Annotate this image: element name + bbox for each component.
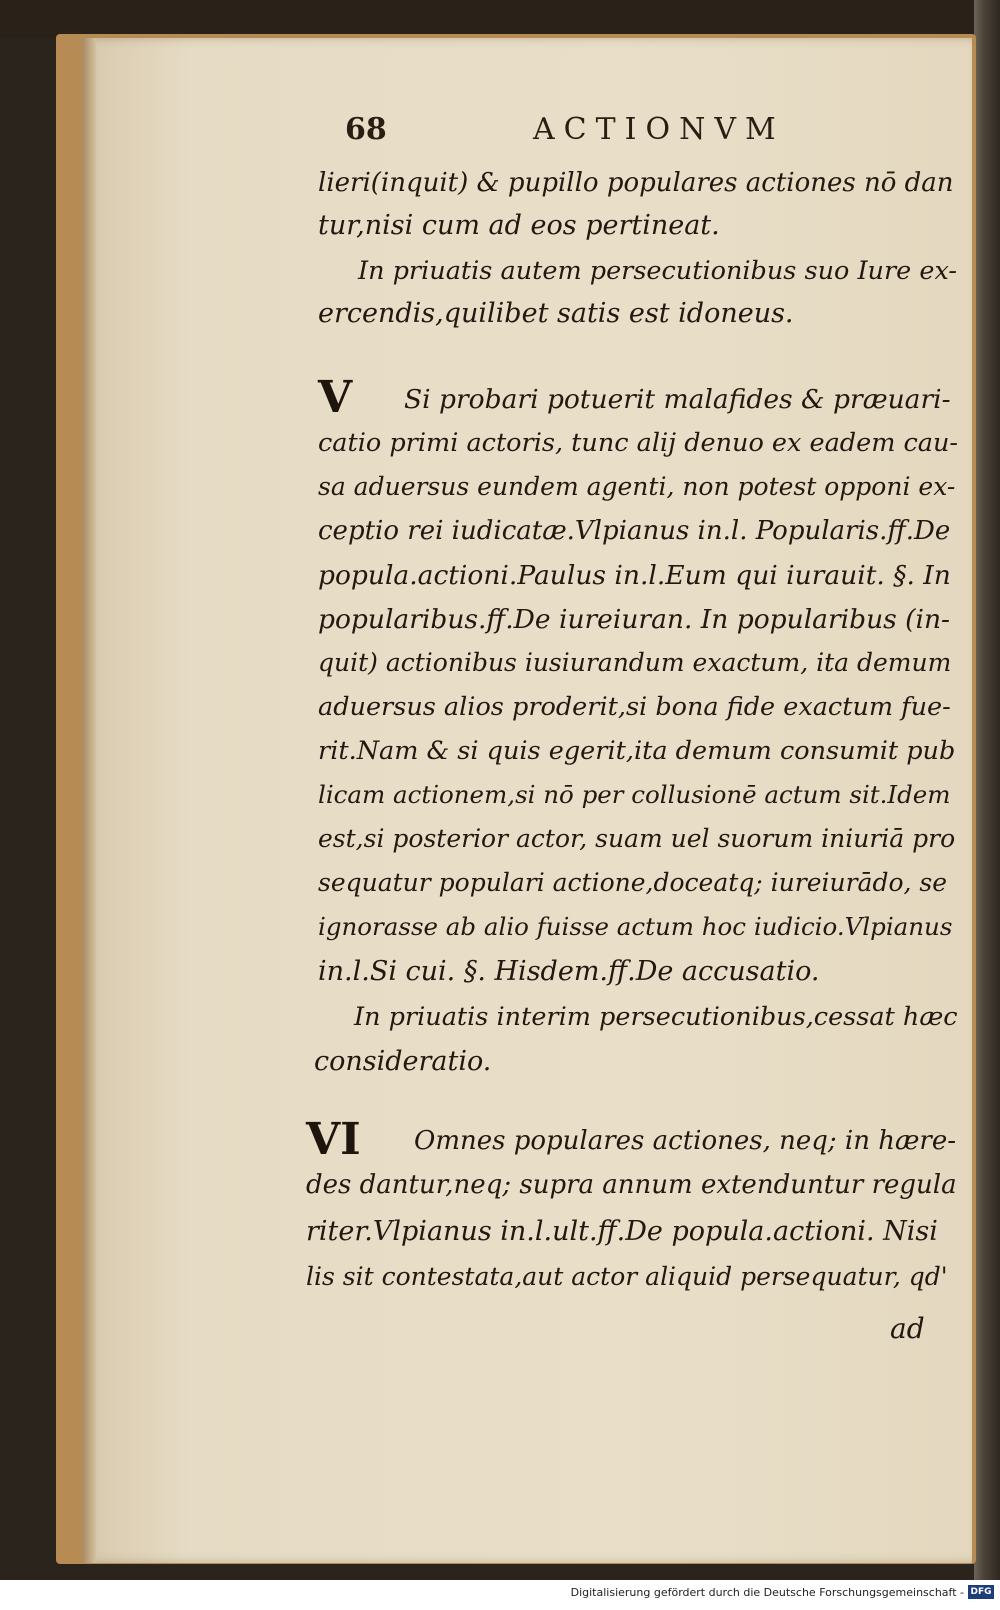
text-line: In priuatis autem persecutionibus suo Iure ex- [358, 256, 957, 286]
text-line: In priuatis interim persecutionibus,cessat hæc [354, 1002, 958, 1032]
section-numeral-vi: VI [306, 1114, 361, 1165]
footer-credit: Digitalisierung gefördert durch die Deutsche Forschungsgemeinschaft - [570, 1586, 964, 1599]
text-line: ercendis,quilibet satis est idoneus. [318, 298, 794, 329]
dfg-logo-icon: DFG [968, 1585, 994, 1599]
text-line: catio primi actoris, tunc alij denuo ex eadem cau- [318, 428, 959, 458]
text-line: popularibus.ff.De iureiuran. In popularibus (in- [318, 604, 951, 635]
text-line: Omnes populares actiones, neq; in hære- [414, 1126, 957, 1156]
text-line: in.l.Si cui. §. Hisdem.ff.De accusatio. [318, 956, 820, 987]
text-line: licam actionem,si nō per collusionē actum sit.Idem [318, 780, 951, 809]
text-line: ceptio rei iudicatæ.Vlpianus in.l. Popularis.ff.De [318, 516, 951, 546]
text-line: Si probari potuerit malafides & præuari- [404, 384, 951, 415]
catchword: ad [890, 1312, 925, 1345]
text-line: est,si posterior actor, suam uel suorum iniuriā pro [318, 824, 956, 853]
text-line: sa aduersus eundem agenti, non potest opponi ex- [318, 472, 956, 501]
text-line: quit) actionibus iusiurandum exactum, ita demum [318, 648, 952, 677]
running-head: ACTIONVM [533, 112, 785, 147]
page-number: 68 [345, 112, 387, 147]
text-line: tur,nisi cum ad eos pertineat. [318, 210, 720, 241]
text-line: des dantur,neq; supra annum extenduntur regula [306, 1170, 957, 1200]
section-numeral-v: V [318, 372, 353, 423]
text-line: lieri(inquit) & pupillo populares actiones nō dan [318, 168, 954, 198]
text-line: aduersus alios proderit,si bona fide exactum fue- [318, 692, 951, 722]
text-line: lis sit contestata,aut actor aliquid persequatur, qd' [306, 1262, 948, 1291]
text-line: sequatur populari actione,doceatq; iureiurādo, se [318, 868, 948, 897]
text-line: consideratio. [314, 1046, 492, 1077]
text-line: popula.actioni.Paulus in.l.Eum qui iurauit. §. In [318, 560, 951, 591]
text-line: rit.Nam & si quis egerit,ita demum consumit pub [318, 736, 956, 766]
text-line: riter.Vlpianus in.l.ult.ff.De popula.actioni. Nisi [306, 1216, 938, 1247]
text-line: ignorasse ab alio fuisse actum hoc iudicio.Vlpianus [318, 912, 953, 941]
